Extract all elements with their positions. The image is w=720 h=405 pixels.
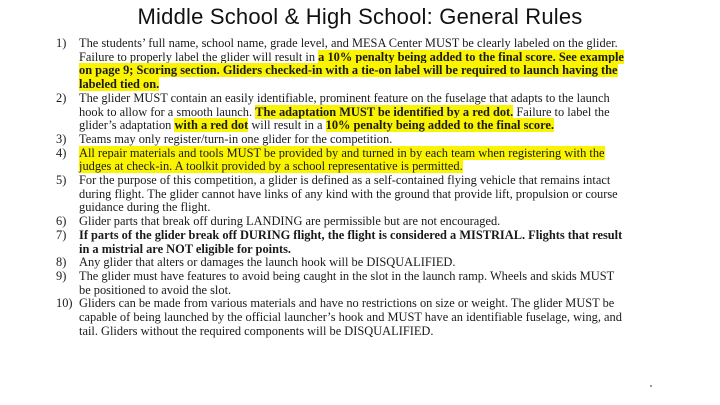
- rule-number: 7): [56, 227, 67, 242]
- rule-item: [56, 270, 626, 297]
- rule-text-segment: Glider parts that break off during LANDING are permissible but are not encouraged.: [79, 214, 501, 229]
- rule-text: [79, 229, 626, 256]
- rule-number: 6): [56, 214, 67, 229]
- rule-text: [79, 256, 626, 270]
- rule-text: [79, 270, 626, 297]
- rule-item: [56, 229, 626, 256]
- rule-text: [79, 92, 626, 133]
- highlighted-text: with a red dot: [174, 118, 249, 133]
- rule-text: [79, 174, 626, 215]
- rule-item: [56, 37, 626, 92]
- rule-number: 9): [56, 268, 67, 283]
- rule-number: 3): [56, 131, 67, 146]
- rule-text: [79, 37, 626, 92]
- highlighted-text: The adaptation MUST be identified by a red dot.: [255, 104, 514, 119]
- rule-text-segment: The glider must have features to avoid being caught in the slot in the launch ramp. Wheels and skids MUST be positioned to avoid the slot.: [79, 268, 614, 297]
- highlighted-text: All repair materials and tools MUST be provided by and turned in by each team when registering with the judges at check-in. A toolkit provided by a school representative is permitted.: [79, 145, 605, 174]
- rule-text-segment: Failure to label the glider’s adaptation: [79, 104, 610, 133]
- rule-item: [56, 256, 626, 270]
- rule-item: [56, 92, 626, 133]
- rules-list: [56, 37, 626, 338]
- rule-item: [56, 174, 626, 215]
- rule-text-segment: The glider MUST contain an easily identifiable, prominent feature on the fuselage that adapts to the launch hook to allow for a smooth launch.: [79, 90, 610, 119]
- rule-number: 4): [56, 145, 67, 160]
- rule-text: [79, 133, 626, 147]
- rule-text-segment: Any glider that alters or damages the launch hook will be DISQUALIFIED.: [79, 255, 456, 270]
- highlighted-text: 10% penalty being added to the final score.: [325, 118, 554, 133]
- rule-number: 1): [56, 36, 67, 50]
- rule-text-segment: For the purpose of this competition, a glider is defined as a self-contained flying vehicle that remains intact during flight. The glider cannot have links of any kind with the ground that provide lift, propulsion or course guidance during the flight.: [79, 173, 618, 215]
- rule-text-segment: will result in a: [248, 118, 326, 133]
- rule-number: 5): [56, 173, 67, 188]
- rule-text-segment: If parts of the glider break off DURING flight, the flight is considered a MISTRIAL. Flights that result in a mistrial are NOT eligible for points.: [79, 227, 623, 256]
- decorative-dot: [650, 385, 652, 387]
- highlighted-text: a 10% penalty being added to the final score. See example on page 9; Scoring section. Gliders checked-in with a tie-on label will be required to launch having the labeled tied on.: [79, 49, 624, 92]
- rule-text-segment: The students’ full name, school name, grade level, and MESA Center MUST be clearly labeled on the glider. Failure to properly label the glider will result in: [79, 36, 618, 64]
- rule-text: [79, 147, 626, 174]
- rule-text: [79, 215, 626, 229]
- rule-item: [56, 133, 626, 147]
- rule-item: [56, 147, 626, 174]
- rule-number: 10): [56, 296, 73, 311]
- rule-number: 8): [56, 255, 67, 270]
- slide-title: Middle School & High School: General Rules: [137, 4, 583, 29]
- rule-text-segment: Gliders can be made from various materials and have no restrictions on size or weight. The glider MUST be capable of being launched by the official launcher’s hook and MUST have an identifiable fuselage, wing, and tail. Gliders without the required components will be DISQUALIFIED.: [79, 296, 622, 338]
- rule-number: 2): [56, 90, 67, 105]
- rule-item: [56, 297, 626, 338]
- rule-text: [79, 297, 626, 338]
- rule-text-segment: Teams may only register/turn-in one glider for the competition.: [79, 131, 393, 146]
- rule-item: [56, 215, 626, 229]
